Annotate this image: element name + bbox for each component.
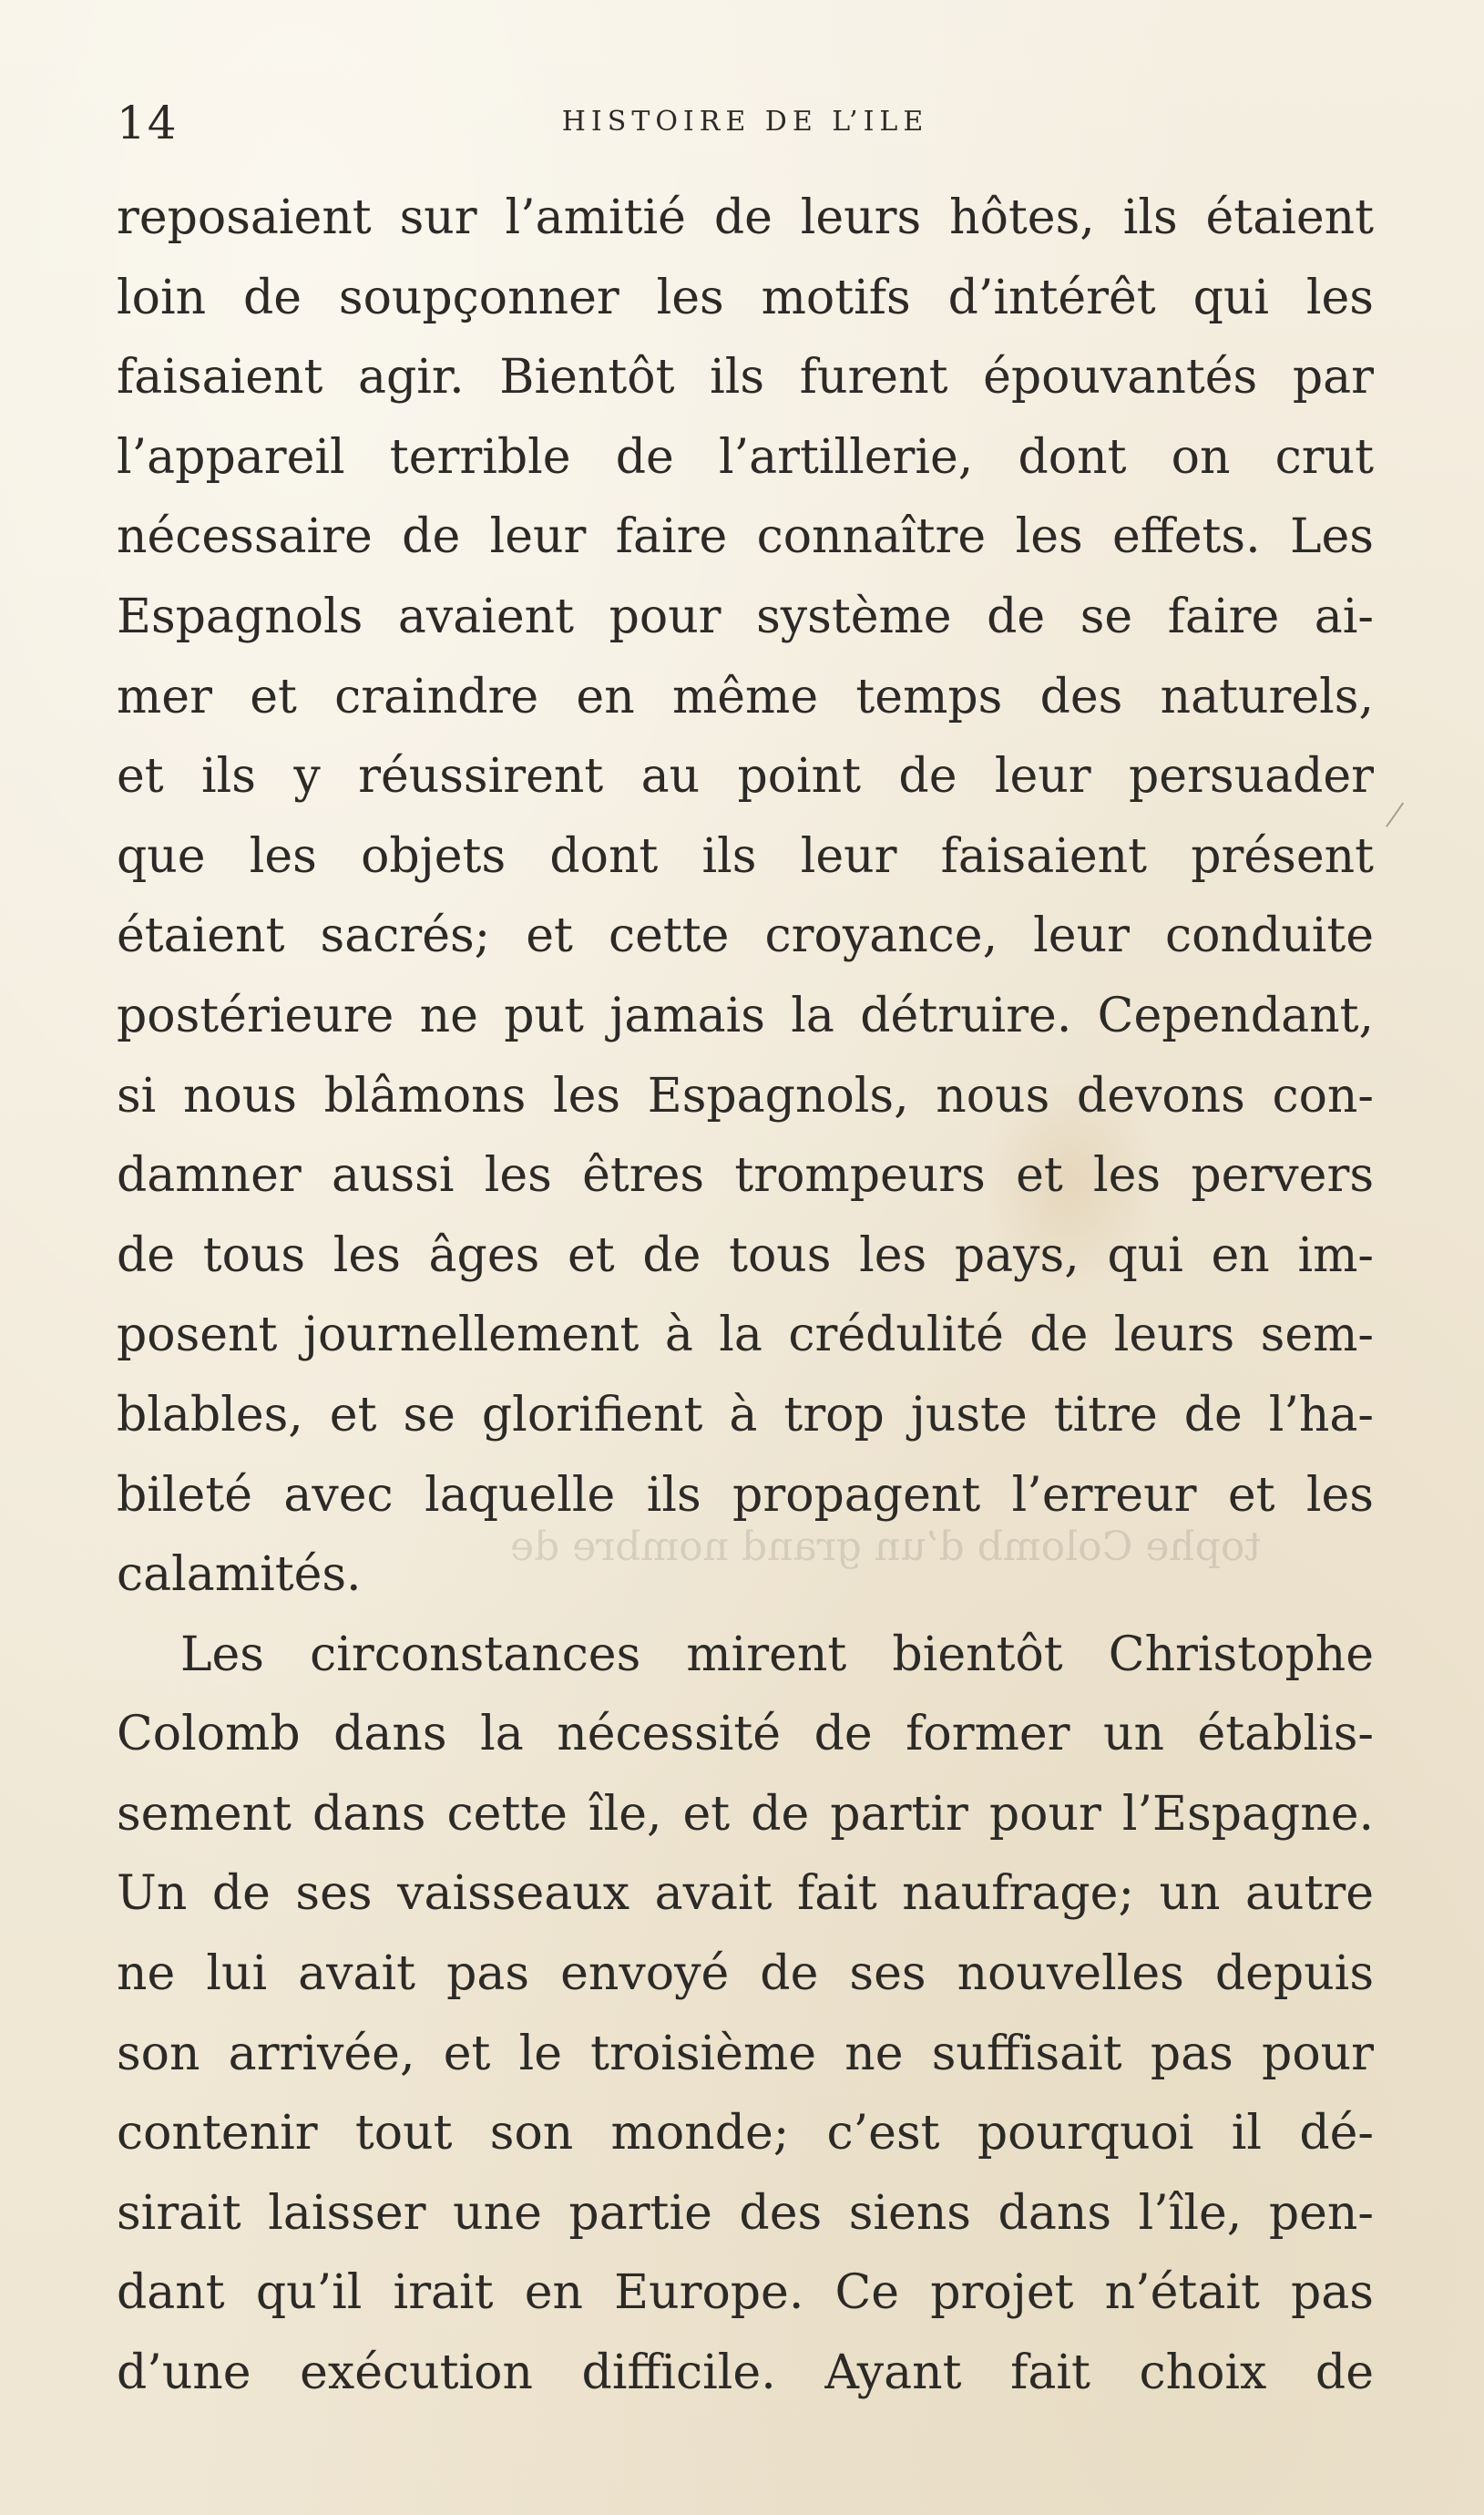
text-line: bileté avec laquelle ils propagent l’erreur et les — [117, 1467, 1374, 1523]
text-line: blables, et se glorifient à trop juste titre de l’ha- — [117, 1387, 1374, 1442]
text-line: l’appareil terrible de l’artillerie, dont on crut — [117, 429, 1374, 485]
text-line: si nous blâmons les Espagnols, nous devons con- — [117, 1068, 1374, 1124]
text-line: faisaient agir. Bientôt ils furent épouvantés par — [117, 350, 1374, 405]
text-line: Colomb dans la nécessité de former un établis- — [117, 1707, 1374, 1762]
text-line: posent journellement à la crédulité de leurs sem- — [117, 1308, 1374, 1363]
text-line: dant qu’il irait en Europe. Ce projet n’était pas — [117, 2265, 1374, 2321]
text-line: étaient sacrés; et cette croyance, leur conduite — [117, 908, 1374, 964]
paragraph-1 — [117, 179, 1374, 1616]
text-line: loin de soupçonner les motifs d’intérêt qui les — [117, 270, 1374, 325]
text-line: son arrivée, et le troisième ne suffisait pas pour — [117, 2026, 1374, 2081]
text-line: damner aussi les êtres trompeurs et les pervers — [117, 1148, 1374, 1204]
text-line: que les objets dont ils leur faisaient présent — [117, 828, 1374, 884]
text-line: Les circonstances mirent bientôt Christophe — [180, 1627, 1374, 1682]
page-number: 14 — [117, 97, 179, 149]
text-line: sirait laisser une partie des siens dans l’île, pen- — [117, 2185, 1374, 2241]
text-line: de tous les âges et de tous les pays, qui en im- — [117, 1227, 1374, 1283]
running-head: HISTOIRE DE L’ILE — [561, 106, 929, 138]
page-header — [117, 91, 1374, 149]
text-line: mer et craindre en même temps des naturels, — [117, 669, 1374, 724]
text-line: et ils y réussirent au point de leur persuader — [117, 749, 1374, 805]
text-line: contenir tout son monde; c’est pourquoi il dé- — [117, 2106, 1374, 2161]
paragraph-2 — [117, 1616, 1374, 2414]
text-line: calamités. — [117, 1547, 362, 1603]
text-line: ne lui avait pas envoyé de ses nouvelles depuis — [117, 1946, 1374, 2002]
text-line: d’une exécution difficile. Ayant fait choix de — [117, 2346, 1374, 2401]
text-line: postérieure ne put jamais la détruire. Cependant, — [117, 988, 1374, 1043]
text-line: nécessaire de leur faire connaître les effets. Les — [117, 509, 1374, 565]
body-text — [117, 179, 1374, 2414]
text-line: reposaient sur l’amitié de leurs hôtes, ils étaient — [117, 190, 1374, 245]
text-line: sement dans cette île, et de partir pour l’Espagne. — [117, 1786, 1374, 1842]
bleed-through-text: tophe Colomb d’un grand nombre de — [510, 1524, 1262, 1570]
paper-mark — [1386, 802, 1422, 839]
text-line: Un de ses vaisseaux avait fait naufrage; un autre — [117, 1866, 1374, 1922]
text-line: Espagnols avaient pour système de se faire ai- — [117, 589, 1374, 644]
